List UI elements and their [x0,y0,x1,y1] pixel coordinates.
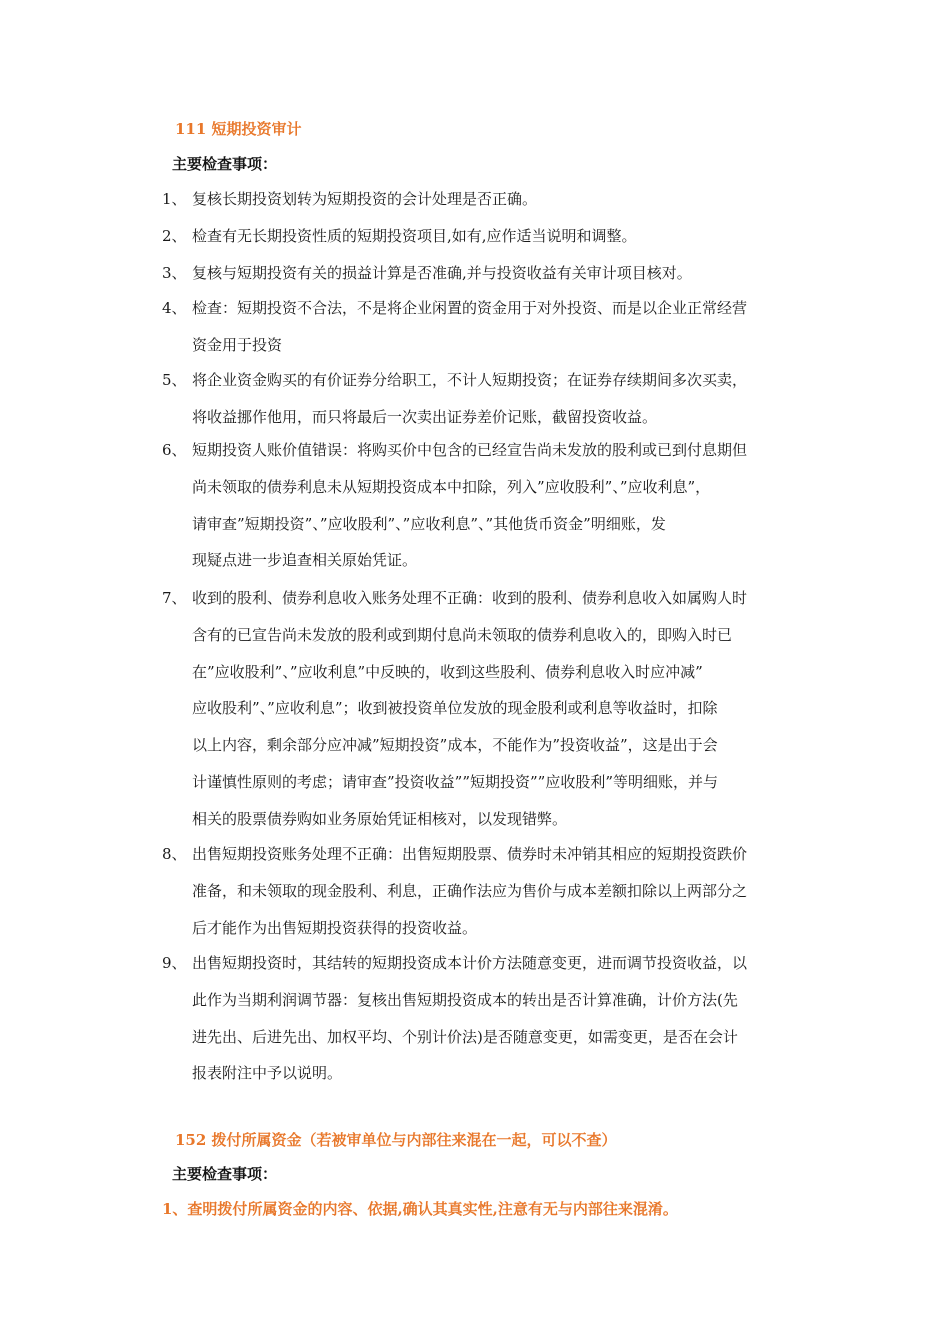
item-text: 应收股利”、”应收利息”；收到被投资单位发放的现金股利或利息等收益时，扣除 [192,699,718,718]
item-text: 收到的股利、债券利息收入账务处理不正确：收到的股利、债券利息收入如属购人时 [192,589,748,607]
item-text: 尚未领取的债券利息未从短期投资成本中扣除，列入”应收股利”、”应收利息”， [192,477,711,496]
item-text: 含有的已宣告尚未发放的股利或到期付息尚未领取的债券利息收入的，即购入时已 [192,625,733,644]
list-item [162,580,822,838]
section-title: 152 拨付所属资金（若被审单位与内部往来混在一起，可以不查） [175,1131,617,1149]
item-text: 报表附注中予以说明。 [192,1064,343,1083]
item-number: 5、 [162,371,187,389]
list-item [162,218,822,255]
highlighted-item: 1、查明拨付所属资金的内容、依据,确认其真实性,注意有无与内部往来混淆。 [162,1200,678,1218]
item-text: 检查：短期投资不合法，不是将企业闲置的资金用于对外投资、而是以企业正常经营 [192,299,748,317]
item-text: 进先出、后进先出、加权平均、个别计价法)是否随意变更，如需变更，是否在会计 [192,1027,738,1046]
item-text: 复核长期投资划转为短期投资的会计处理是否正确。 [192,190,538,208]
item-text: 将收益挪作他用，而只将最后一次卖出证券差价记账，截留投资收益。 [192,407,658,426]
item-text: 在”应收股利”、”应收利息”中反映的，收到这些股利、债券利息收入时应冲减” [192,662,703,681]
list-item [162,255,822,292]
subheading: 主要检查事项： [172,155,278,173]
item-number: 3、 [162,264,187,282]
item-number: 2、 [162,227,187,245]
item-text: 计谨慎性原则的考虑；请审查”投资收益””短期投资””应收股利”等明细账，并与 [192,772,719,791]
item-text: 复核与短期投资有关的损益计算是否准确,并与投资收益有关审计项目核对。 [192,264,692,282]
list-item [162,432,822,579]
item-text: 检查有无长期投资性质的短期投资项目,如有,应作适当说明和调整。 [192,227,637,245]
item-text: 将企业资金购买的有价证券分给职工，不计人短期投资；在证券存续期间多次买卖， [192,371,748,389]
item-number: 1、 [162,190,187,208]
list-item [162,290,822,364]
list-item [162,181,822,218]
item-text: 以上内容，剩余部分应冲减”短期投资”成本，不能作为”投资收益”，这是出于会 [192,736,718,755]
item-number: 6、 [162,441,187,459]
item-text: 请审查”短期投资”、”应收股利”、”应收利息”、”其他货币资金”明细账，发 [192,514,666,533]
item-text: 资金用于投资 [192,335,283,354]
item-text: 相关的股票债券购如业务原始凭证相核对，以发现错弊。 [192,809,568,828]
item-number: 8、 [162,845,187,863]
item-number: 9、 [162,954,187,972]
item-text: 出售短期投资账务处理不正确：出售短期股票、债券时未冲销其相应的短期投资跌价 [192,845,748,863]
section-title: 111 短期投资审计 [175,120,302,138]
item-text: 此作为当期利润调节器：复核出售短期投资成本的转出是否计算准确，计价方法(先 [192,990,738,1009]
item-text: 后才能作为出售短期投资获得的投资收益。 [192,918,478,937]
list-item [162,362,822,436]
item-text: 准备，和未领取的现金股利、利息，正确作法应为售价与成本差额扣除以上两部分之 [192,881,748,900]
item-number: 4、 [162,299,187,317]
list-item [162,836,822,946]
item-text: 现疑点进一步追查相关原始凭证。 [192,551,418,570]
subheading: 主要检查事项： [172,1165,278,1183]
item-text: 出售短期投资时，其结转的短期投资成本计价方法随意变更，进而调节投资收益，以 [192,954,748,972]
item-text: 短期投资人账价值错误：将购买价中包含的已经宣告尚未发放的股利或已到付息期但 [192,441,748,459]
list-item [162,945,822,1092]
item-number: 7、 [162,589,187,607]
